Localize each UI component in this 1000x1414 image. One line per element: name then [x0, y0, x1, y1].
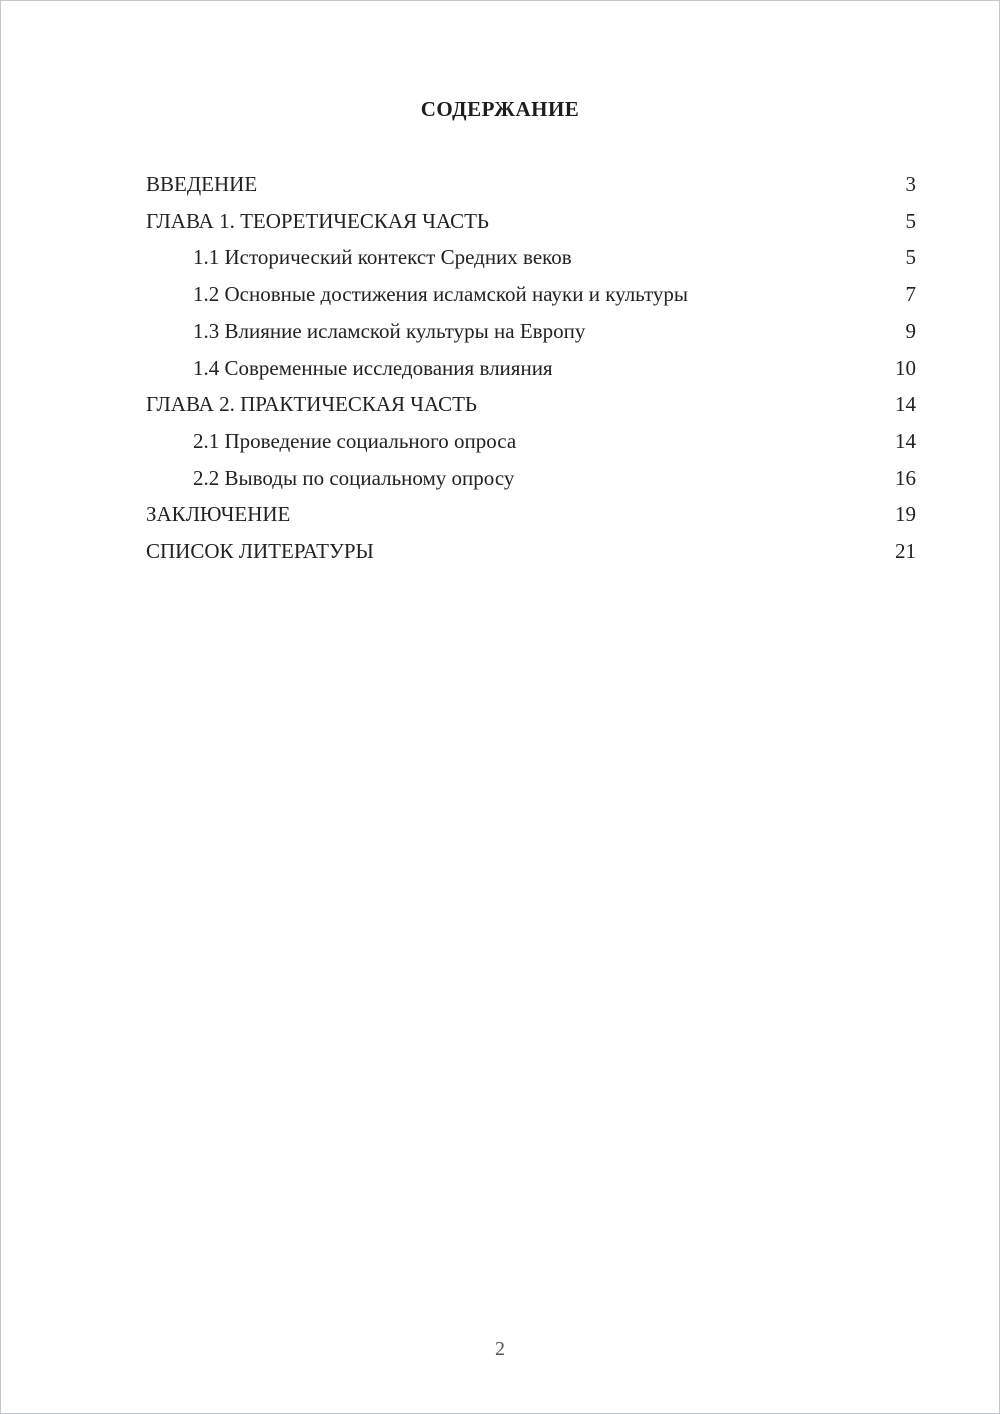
toc-entry-label: 1.4 Современные исследования влияния	[193, 355, 553, 380]
toc-entry	[146, 350, 916, 387]
page-title: СОДЕРЖАНИЕ	[420, 97, 580, 121]
toc-entry-page: 7	[905, 282, 916, 307]
toc-entry-page: 16	[895, 465, 916, 490]
toc-entry-label: 2.1 Проведение социального опроса	[193, 428, 517, 453]
toc-entry-page: 9	[905, 318, 916, 343]
toc-entry	[146, 496, 916, 533]
toc-entry	[146, 276, 916, 313]
toc-entry	[146, 166, 916, 203]
toc-entry	[146, 313, 916, 350]
toc-entry-page: 5	[905, 245, 916, 270]
toc-entry-label: ГЛАВА 2. ПРАКТИЧЕСКАЯ ЧАСТЬ	[146, 392, 477, 417]
footer-page-number: 2	[495, 1338, 505, 1360]
toc-entry	[146, 203, 916, 240]
toc-entry	[146, 386, 916, 423]
toc-list	[1, 166, 999, 570]
toc-entry-page: 3	[905, 172, 916, 196]
toc-entry-page: 5	[905, 208, 916, 233]
toc-entry-page: 14	[895, 428, 916, 453]
toc-entry-page: 14	[895, 392, 916, 417]
toc-entry-label: СПИСОК ЛИТЕРАТУРЫ	[146, 539, 374, 564]
toc-entry-label: ГЛАВА 1. ТЕОРЕТИЧЕСКАЯ ЧАСТЬ	[146, 208, 489, 233]
toc-entry-label: 2.2 Выводы по социальному опросу	[193, 465, 515, 490]
toc-entry-label: ЗАКЛЮЧЕНИЕ	[146, 502, 291, 527]
toc-entry	[146, 423, 916, 460]
toc-entry	[146, 239, 916, 276]
toc-entry-label: ВВЕДЕНИЕ	[146, 172, 258, 196]
toc-entry-page: 21	[895, 539, 916, 564]
toc-entry-page: 10	[895, 355, 916, 380]
toc-entry-page: 19	[895, 502, 916, 527]
toc-entry	[146, 533, 916, 570]
toc-entry-label: 1.3 Влияние исламской культуры на Европу	[193, 318, 586, 343]
toc-entry-label: 1.2 Основные достижения исламской науки и культуры	[193, 282, 688, 307]
toc-entry	[146, 460, 916, 497]
toc-entry-label: 1.1 Исторический контекст Средних веков	[193, 245, 572, 270]
